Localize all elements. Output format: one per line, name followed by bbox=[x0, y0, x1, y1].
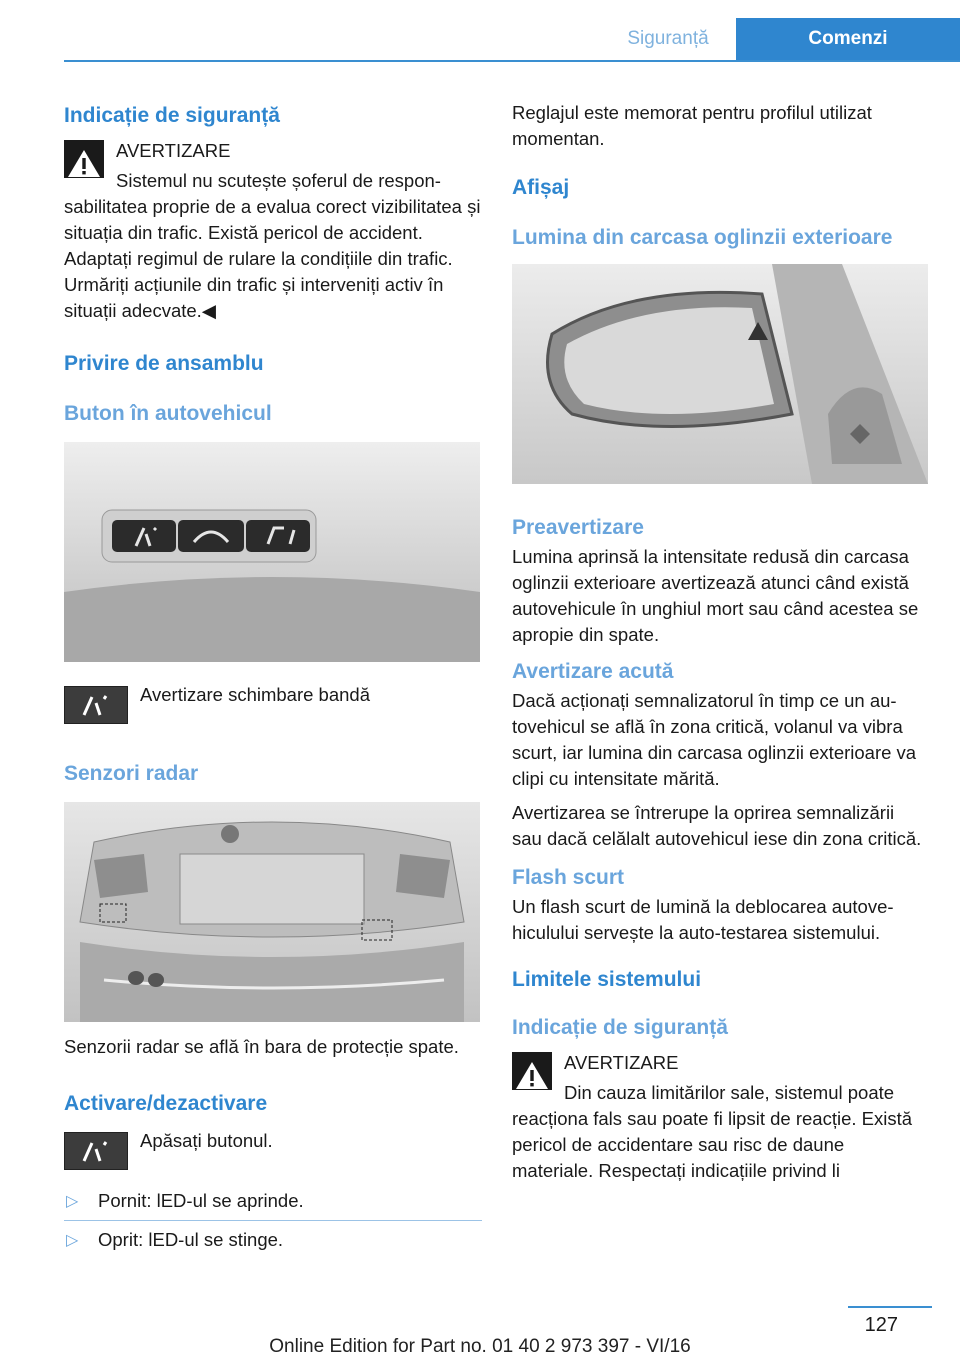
radar-heading: Senzori radar bbox=[64, 762, 199, 785]
triangle-bullet-icon: ▷ bbox=[66, 1193, 79, 1210]
header-tab-chapter: Comenzi bbox=[736, 18, 960, 60]
prewarn-heading: Preavertizare bbox=[512, 516, 644, 539]
overview-heading: Privire de ansamblu bbox=[64, 352, 264, 375]
mirror-heading: Lumina din carcasa oglinzii exterioare bbox=[512, 226, 893, 249]
mirror-photo bbox=[512, 264, 928, 484]
button-photo bbox=[64, 442, 480, 662]
button-heading: Buton în autovehicul bbox=[64, 402, 272, 425]
flash-heading: Flash scurt bbox=[512, 866, 625, 889]
lane-change-warning-icon bbox=[64, 686, 128, 724]
activate-heading: Activare/dezactivare bbox=[64, 1092, 268, 1115]
warning-triangle-icon bbox=[512, 1052, 552, 1090]
list-item bbox=[64, 1221, 482, 1259]
header-rule bbox=[64, 60, 960, 62]
lane-warning-label: Avertizare schimbare bandă bbox=[140, 684, 371, 705]
flash-text: Un flash scurt de lumină la deblocarea autovehiculului servește la auto-testarea sistemului. bbox=[512, 896, 894, 943]
warning-title: AVERTIZARE bbox=[116, 140, 231, 161]
display-heading: Afișaj bbox=[512, 176, 570, 199]
warning-box bbox=[64, 138, 482, 324]
profile-text: Reglajul este memorat pentru profilul utilizat momentan. bbox=[512, 102, 872, 149]
list-item bbox=[64, 1182, 482, 1221]
status-list bbox=[64, 1182, 482, 1259]
acute-text-1: Dacă acționați semnalizatorul în timp ce un autovehicul se află în zona critică, volanul va vibra scurt, iar lumina din carcasa oglinzii exterioare va clipi cu intensitate mărită. bbox=[512, 690, 917, 789]
footer-edition: Online Edition for Part no. 01 40 2 973 397 - VI/16 bbox=[269, 1336, 691, 1357]
safety-heading: Indicație de siguranță bbox=[64, 104, 280, 127]
page-number-rule bbox=[848, 1306, 932, 1308]
lane-warning-row bbox=[64, 682, 482, 728]
warning-text: Din cauza limitărilor sale, sistemul poate reacționa fals sau poate fi lipsit de reacție. Există pericol de accidentare sau risc de daune materiale. Respectați indicațiile privind li bbox=[512, 1082, 913, 1181]
right-column bbox=[512, 100, 928, 1184]
acute-heading: Avertizare acută bbox=[512, 660, 674, 683]
list-item-text: Pornit: lED-ul se aprinde. bbox=[98, 1190, 304, 1211]
press-button-row bbox=[64, 1128, 482, 1174]
acute-text-2: Avertizarea se întrerupe la oprirea semnalizării sau dacă celălalt autovehicul iese din zona critică. bbox=[512, 802, 922, 849]
limits-heading: Limitele sistemului bbox=[512, 968, 702, 991]
limits-safety-heading: Indicație de siguranță bbox=[512, 1016, 728, 1039]
prewarn-text: Lumina aprinsă la intensitate redusă din carcasa oglinzii exterioare avertizează atunci când există autovehicule în unghiul mort sau când acestea se apropie din spate. bbox=[512, 546, 919, 645]
press-button-text: Apăsați butonul. bbox=[140, 1130, 273, 1151]
warning-box bbox=[512, 1050, 928, 1184]
left-column bbox=[64, 100, 482, 1259]
triangle-bullet-icon: ▷ bbox=[66, 1232, 79, 1249]
radar-text: Senzorii radar se află în bara de protecție spate. bbox=[64, 1036, 459, 1057]
lane-change-warning-icon bbox=[64, 1132, 128, 1170]
list-item-text: Oprit: lED-ul se stinge. bbox=[98, 1229, 284, 1250]
page-number: 127 bbox=[864, 1314, 898, 1336]
radar-photo bbox=[64, 802, 480, 1022]
header-tab-section: Siguranță bbox=[627, 28, 709, 49]
warning-title: AVERTIZARE bbox=[564, 1052, 679, 1073]
warning-text: Sistemul nu scutește șoferul de responsabilitatea proprie de a evalua corect vizibilitatea și situația din trafic. Există pericol de accident. Adaptați regimul de rulare la condițiile din trafic. Urmăriți acțiunile din trafic și interveniți activ în situații adecvate.◀ bbox=[64, 170, 481, 321]
warning-triangle-icon bbox=[64, 140, 104, 178]
